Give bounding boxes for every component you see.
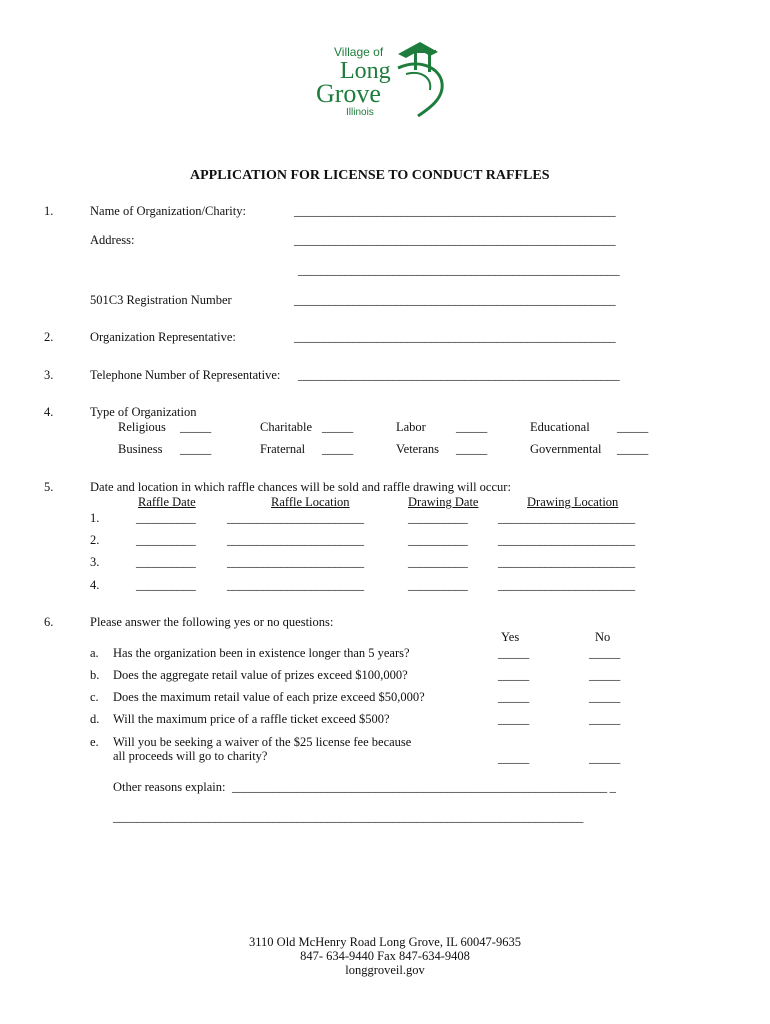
- raffle-schedule-label: Date and location in which raffle chances will be sold and raffle drawing will occur:: [90, 480, 511, 494]
- type-business-field[interactable]: _____: [180, 442, 212, 456]
- raffle-date-field[interactable]: __________: [136, 578, 196, 592]
- section-5-number: 5.: [44, 480, 54, 494]
- address-label: Address:: [90, 233, 135, 247]
- type-business-label: Business: [118, 442, 163, 456]
- raffle-location-field[interactable]: _______________________: [227, 511, 364, 525]
- logo-village-of: Village of: [334, 45, 384, 59]
- header-raffle-date: Raffle Date: [138, 495, 196, 509]
- org-name-field[interactable]: ______________________________________________________: [294, 204, 616, 218]
- header-drawing-date: Drawing Date: [408, 495, 479, 509]
- raffle-row-number: 1.: [90, 511, 100, 525]
- drawing-date-field[interactable]: __________: [408, 555, 468, 569]
- other-reasons-label: Other reasons explain:: [113, 780, 226, 794]
- section-2-number: 2.: [44, 330, 54, 344]
- type-labor-label: Labor: [396, 420, 426, 434]
- section-3-number: 3.: [44, 368, 54, 382]
- no-field[interactable]: _____: [589, 690, 621, 704]
- section-6-number: 6.: [44, 615, 54, 629]
- footer-phone: 847- 634-9440 Fax 847-634-9408: [300, 949, 470, 963]
- question-letter: c.: [90, 690, 99, 704]
- no-field[interactable]: _____: [589, 712, 621, 726]
- representative-label: Organization Representative:: [90, 330, 236, 344]
- footer-website[interactable]: longgroveil.gov: [345, 963, 425, 977]
- type-labor-field[interactable]: _____: [456, 420, 488, 434]
- drawing-date-field[interactable]: __________: [408, 511, 468, 525]
- question-text-continued: all proceeds will go to charity?: [113, 749, 268, 763]
- raffle-row-number: 3.: [90, 555, 100, 569]
- type-charitable-field[interactable]: _____: [322, 420, 354, 434]
- registration-field[interactable]: ______________________________________________________: [294, 293, 616, 307]
- telephone-label: Telephone Number of Representative:: [90, 368, 281, 382]
- logo-long: Long: [340, 58, 391, 84]
- type-educational-label: Educational: [530, 420, 590, 434]
- raffle-date-field[interactable]: __________: [136, 555, 196, 569]
- raffle-location-field[interactable]: _______________________: [227, 555, 364, 569]
- drawing-location-field[interactable]: _______________________: [498, 511, 635, 525]
- representative-field[interactable]: ______________________________________________________: [294, 330, 616, 344]
- org-type-label: Type of Organization: [90, 405, 197, 419]
- question-text: Has the organization been in existence longer than 5 years?: [113, 646, 410, 660]
- type-governmental-label: Governmental: [530, 442, 602, 456]
- raffle-row-number: 4.: [90, 578, 100, 592]
- drawing-date-field[interactable]: __________: [408, 533, 468, 547]
- section-1-number: 1.: [44, 204, 54, 218]
- other-reasons-field[interactable]: _______________________________________________________________ _: [232, 780, 616, 794]
- type-fraternal-field[interactable]: _____: [322, 442, 354, 456]
- type-charitable-label: Charitable: [260, 420, 313, 434]
- header-drawing-location: Drawing Location: [527, 495, 619, 509]
- type-educational-field[interactable]: _____: [617, 420, 649, 434]
- raffle-date-field[interactable]: __________: [136, 511, 196, 525]
- question-letter: a.: [90, 646, 99, 660]
- logo-illinois: Illinois: [346, 107, 374, 118]
- drawing-date-field[interactable]: __________: [408, 578, 468, 592]
- section-4-number: 4.: [44, 405, 54, 419]
- telephone-field[interactable]: ______________________________________________________: [298, 368, 620, 382]
- type-governmental-field[interactable]: _____: [617, 442, 649, 456]
- no-field[interactable]: _____: [589, 751, 621, 765]
- type-religious-label: Religious: [118, 420, 166, 434]
- question-text: Will the maximum price of a raffle ticket exceed $500?: [113, 712, 390, 726]
- yes-field[interactable]: _____: [498, 712, 530, 726]
- no-field[interactable]: _____: [589, 668, 621, 682]
- type-veterans-field[interactable]: _____: [456, 442, 488, 456]
- raffle-row-number: 2.: [90, 533, 100, 547]
- raffle-location-field[interactable]: _______________________: [227, 533, 364, 547]
- yes-header: Yes: [501, 630, 520, 644]
- question-text: Will you be seeking a waiver of the $25 license fee because: [113, 735, 412, 749]
- raffle-date-field[interactable]: __________: [136, 533, 196, 547]
- type-fraternal-label: Fraternal: [260, 442, 306, 456]
- drawing-location-field[interactable]: _______________________: [498, 578, 635, 592]
- drawing-location-field[interactable]: _______________________: [498, 533, 635, 547]
- address-field-2[interactable]: ______________________________________________________: [298, 263, 620, 277]
- registration-label: 501C3 Registration Number: [90, 293, 232, 307]
- question-letter: e.: [90, 735, 99, 749]
- yes-field[interactable]: _____: [498, 668, 530, 682]
- yes-field[interactable]: _____: [498, 646, 530, 660]
- village-logo: [310, 38, 470, 122]
- logo-grove: Grove: [316, 79, 381, 108]
- no-header: No: [595, 630, 611, 644]
- org-name-label: Name of Organization/Charity:: [90, 204, 246, 218]
- no-field[interactable]: _____: [589, 646, 621, 660]
- other-reasons-field-2[interactable]: _______________________________________________________________________________: [113, 810, 584, 824]
- question-letter: b.: [90, 668, 100, 682]
- raffle-location-field[interactable]: _______________________: [227, 578, 364, 592]
- type-religious-field[interactable]: _____: [180, 420, 212, 434]
- questions-label: Please answer the following yes or no questions:: [90, 615, 334, 629]
- question-text: Does the maximum retail value of each prize exceed $50,000?: [113, 690, 425, 704]
- footer-address: 3110 Old McHenry Road Long Grove, IL 60047-9635: [249, 935, 521, 949]
- question-text: Does the aggregate retail value of prizes exceed $100,000?: [113, 668, 408, 682]
- yes-field[interactable]: _____: [498, 751, 530, 765]
- type-veterans-label: Veterans: [396, 442, 440, 456]
- address-field-1[interactable]: ______________________________________________________: [294, 233, 616, 247]
- yes-field[interactable]: _____: [498, 690, 530, 704]
- header-raffle-location: Raffle Location: [271, 495, 350, 509]
- question-letter: d.: [90, 712, 100, 726]
- page-title: APPLICATION FOR LICENSE TO CONDUCT RAFFLES: [190, 168, 550, 183]
- drawing-location-field[interactable]: _______________________: [498, 555, 635, 569]
